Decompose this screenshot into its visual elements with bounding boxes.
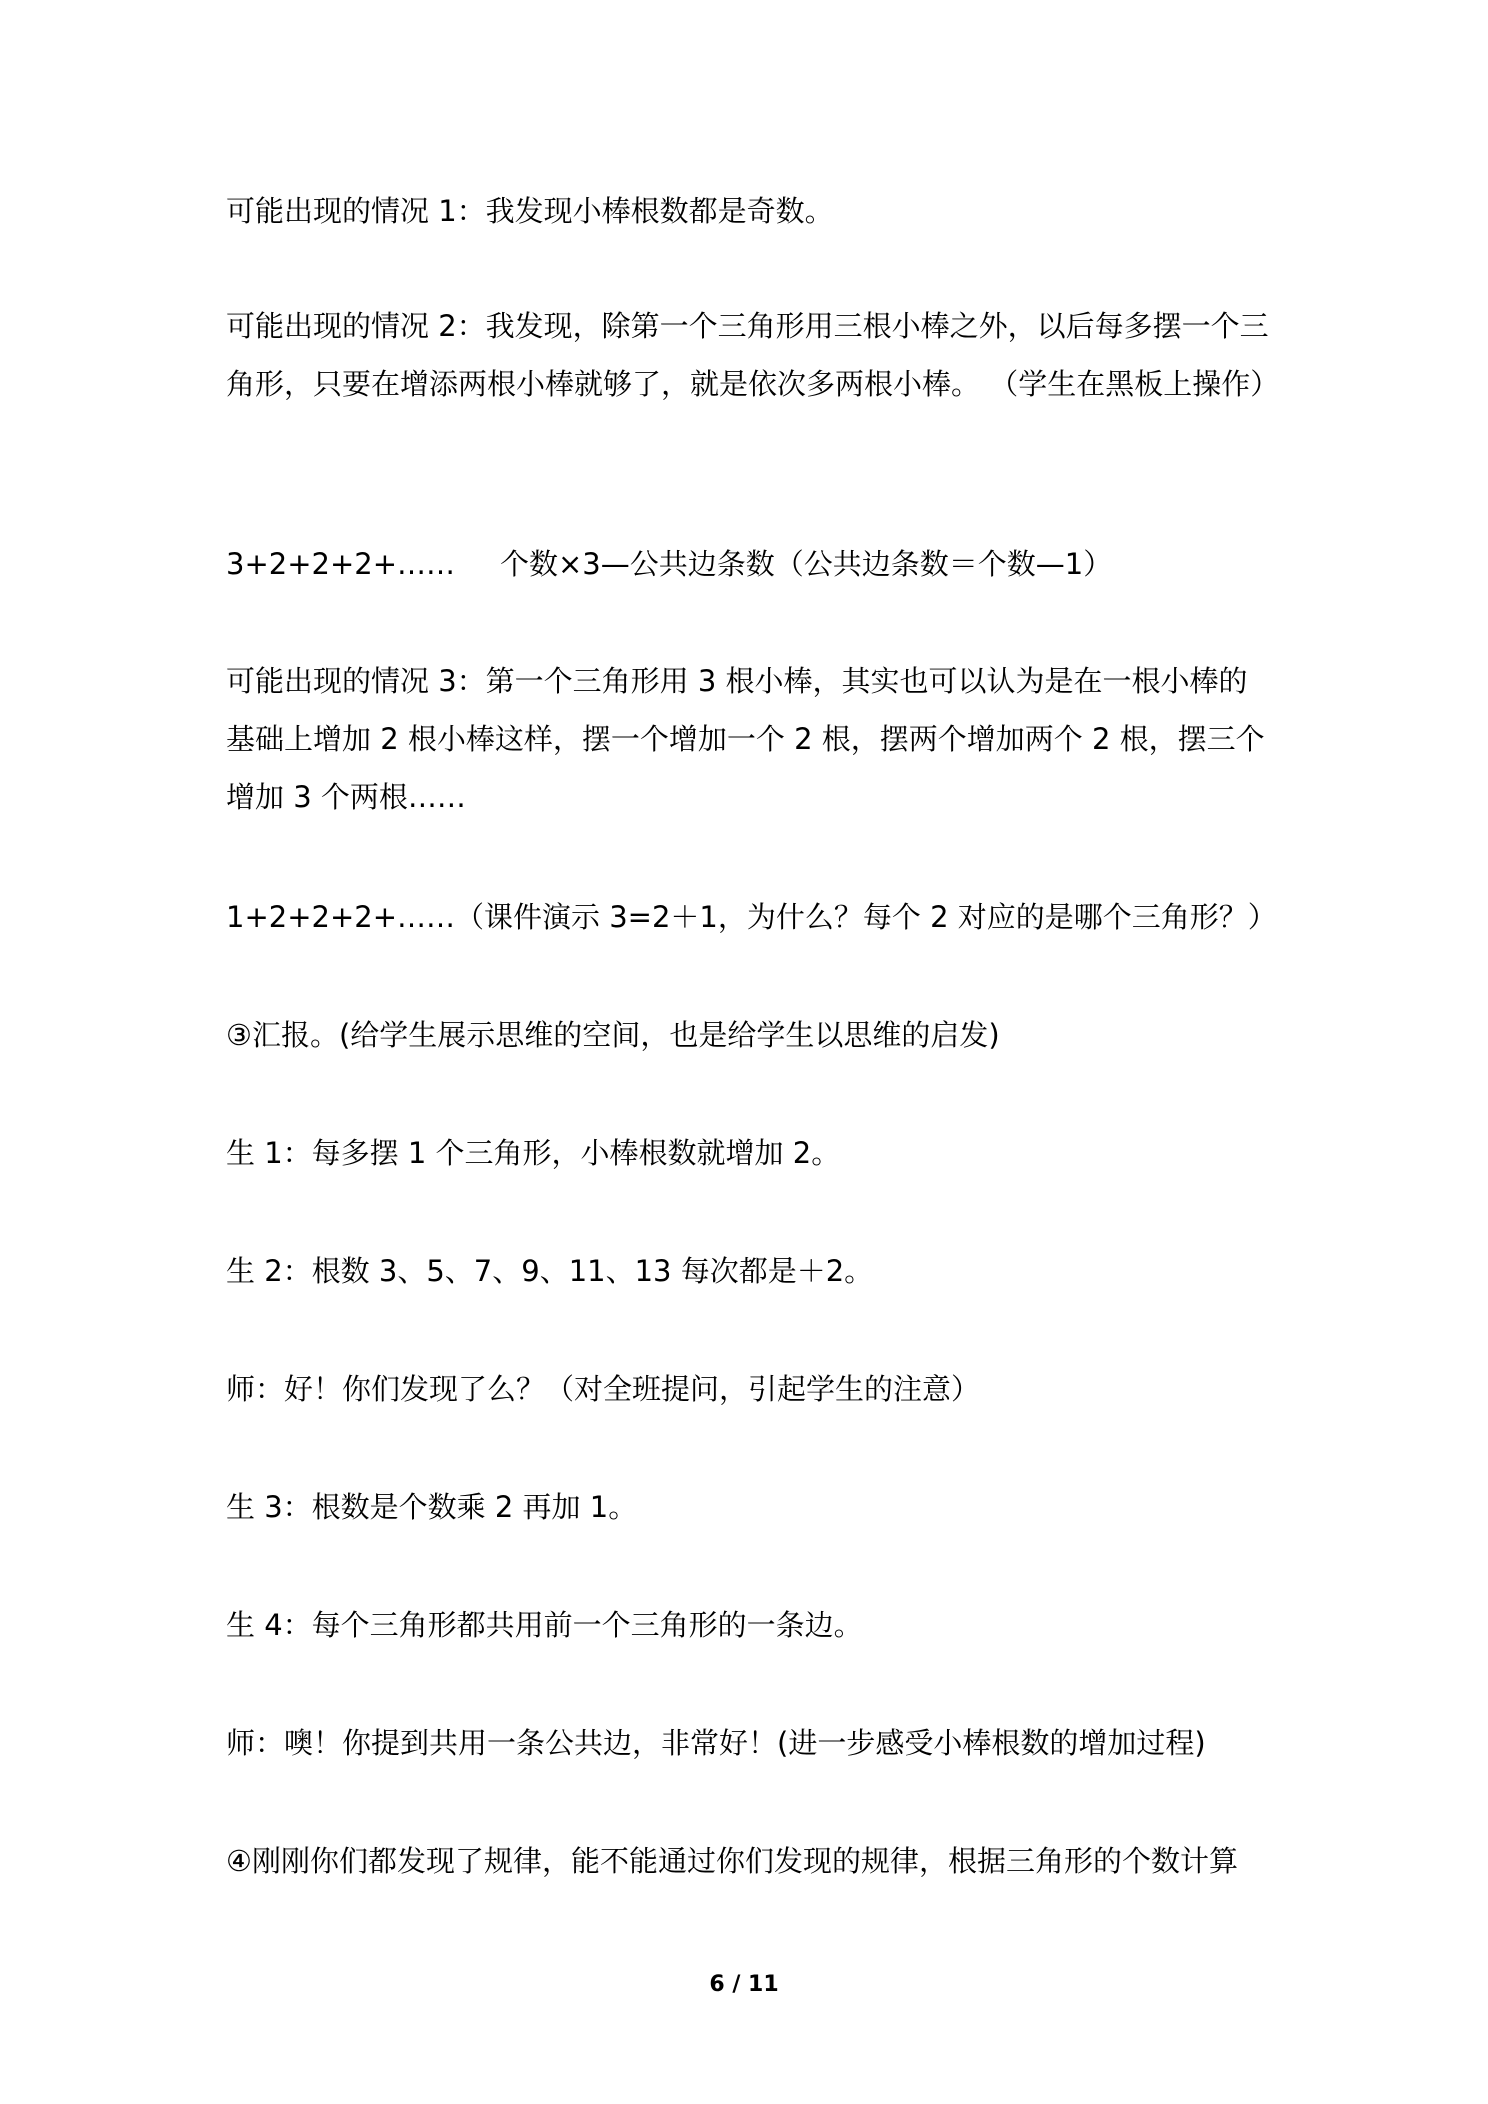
paragraph-student-1: 生 1：每多摆 1 个三角形，小棒根数就增加 2。	[226, 1136, 841, 1170]
formula-sum: 3+2+2+2+……	[226, 547, 455, 581]
paragraph-student-2: 生 2：根数 3、5、7、9、11、13 每次都是＋2。	[226, 1254, 874, 1288]
paragraph-student-4: 生 4：每个三角形都共用前一个三角形的一条边。	[226, 1608, 863, 1642]
paragraph-case-2: 可能出现的情况 2：我发现，除第一个三角形用三根小棒之外，以后每多摆一个三角形，只要在增添两根小棒就够了，就是依次多两根小棒。 （学生在黑板上操作）	[226, 309, 1280, 401]
paragraph-case-1: 可能出现的情况 1：我发现小棒根数都是奇数。	[226, 194, 834, 228]
paragraph-courseware-demo: 1+2+2+2+……（课件演示 3=2＋1，为什么？每个 2 对应的是哪个三角形？）	[226, 900, 1277, 934]
paragraph-report: ③汇报。(给学生展示思维的空间，也是给学生以思维的启发)	[226, 1018, 1000, 1052]
formula-rule: 个数×3—公共边条数（公共边条数＝个数—1）	[500, 547, 1113, 581]
paragraph-case-3: 可能出现的情况 3：第一个三角形用 3 根小棒，其实也可以认为是在一根小棒的基础上增加 2 根小棒这样，摆一个增加一个 2 根，摆两个增加两个 2 根，摆三个增加 3 个两根……	[226, 664, 1265, 814]
paragraph-teacher-1: 师：好！你们发现了么？（对全班提问，引起学生的注意）	[226, 1372, 981, 1406]
paragraph-teacher-2: 师：噢！你提到共用一条公共边，非常好！(进一步感受小棒根数的增加过程)	[226, 1726, 1206, 1760]
paragraph-step-4: ④刚刚你们都发现了规律，能不能通过你们发现的规律，根据三角形的个数计算	[226, 1844, 1238, 1878]
page-number: 6 / 11	[709, 1972, 779, 1997]
paragraph-student-3: 生 3：根数是个数乘 2 再加 1。	[226, 1490, 638, 1524]
